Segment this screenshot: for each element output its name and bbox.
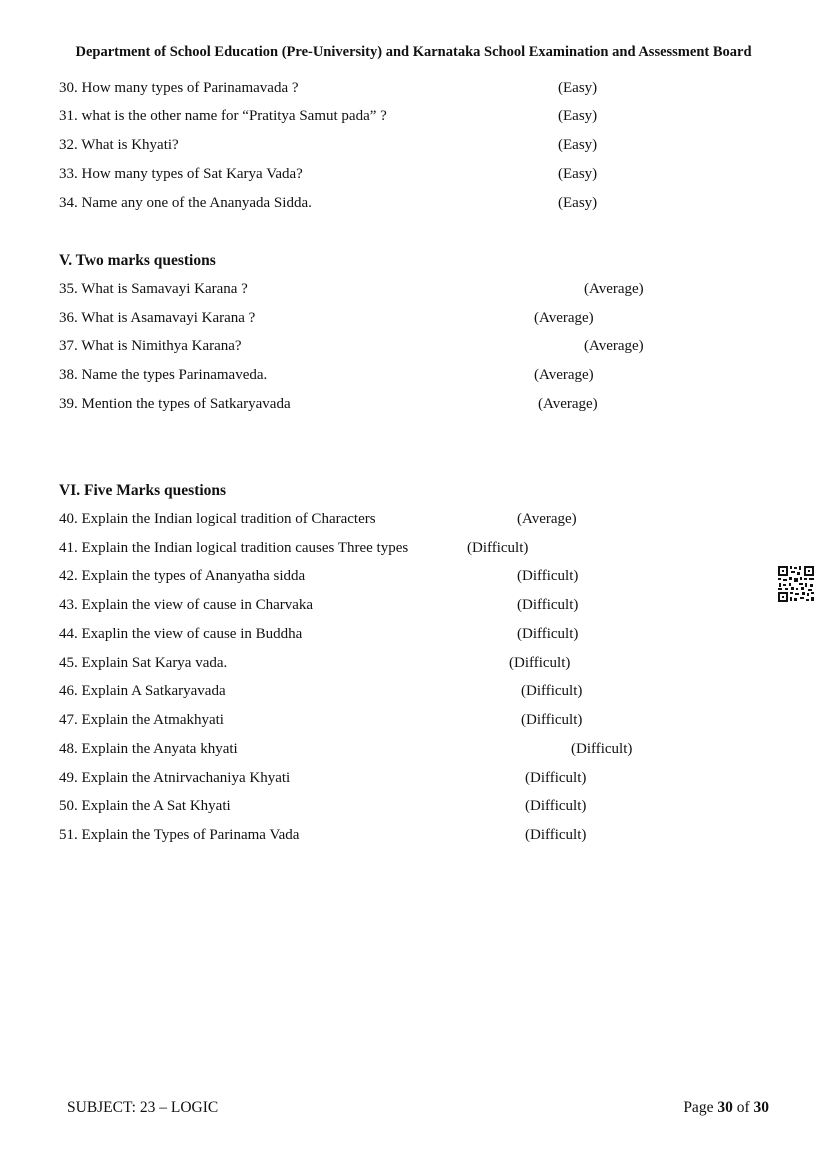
question-text: 49. Explain the Atnirvachaniya Khyati [59, 770, 291, 786]
difficulty-label: (Average) [584, 281, 644, 297]
question-text: 33. How many types of Sat Karya Vada? [59, 166, 303, 182]
difficulty-label: (Difficult) [525, 827, 587, 843]
difficulty-label: (Easy) [558, 195, 598, 211]
difficulty-label: (Difficult) [525, 798, 587, 814]
difficulty-label: (Average) [534, 310, 594, 326]
difficulty-label: (Easy) [558, 166, 598, 182]
page-number [683, 1099, 769, 1117]
question-text: 50. Explain the A Sat Khyati [59, 798, 231, 814]
difficulty-label: (Difficult) [525, 770, 587, 786]
question-text: 37. What is Nimithya Karana? [59, 338, 242, 354]
difficulty-label: (Average) [517, 511, 577, 527]
difficulty-label: (Difficult) [571, 741, 633, 757]
question-text: 36. What is Asamavayi Karana ? [59, 310, 256, 326]
difficulty-label: (Average) [584, 338, 644, 354]
question-text: 35. What is Samavayi Karana ? [59, 281, 248, 297]
page-header: Department of School Education (Pre-University) and Karnataka School Examination and Assessment Board [75, 44, 752, 60]
page-word: Page [683, 1099, 714, 1116]
page-total: 30 [753, 1099, 769, 1116]
difficulty-label: (Easy) [558, 108, 598, 124]
qr-code-icon [777, 565, 815, 603]
question-text: 43. Explain the view of cause in Charvaka [59, 597, 314, 613]
question-text: 41. Explain the Indian logical tradition causes Three types [59, 540, 409, 556]
section-heading: VI. Five Marks questions [59, 482, 227, 499]
question-text: 48. Explain the Anyata khyati [59, 741, 238, 757]
page-current: 30 [717, 1099, 733, 1116]
footer-subject: SUBJECT: 23 – LOGIC [67, 1099, 219, 1116]
question-text: 42. Explain the types of Ananyatha sidda [59, 568, 306, 584]
difficulty-label: (Difficult) [517, 568, 579, 584]
difficulty-label: (Difficult) [517, 597, 579, 613]
difficulty-label: (Easy) [558, 80, 598, 96]
question-text: 47. Explain the Atmakhyati [59, 712, 224, 728]
difficulty-label: (Difficult) [509, 655, 571, 671]
question-text: 32. What is Khyati? [59, 137, 179, 153]
question-text: 40. Explain the Indian logical tradition of Characters [59, 511, 376, 527]
difficulty-label: (Difficult) [517, 626, 579, 642]
question-text: 51. Explain the Types of Parinama Vada [59, 827, 300, 843]
difficulty-label: (Easy) [558, 137, 598, 153]
question-text: 31. what is the other name for “Pratitya Samut pada” ? [59, 108, 387, 124]
question-text: 46. Explain A Satkaryavada [59, 683, 226, 699]
section-heading: V. Two marks questions [59, 252, 216, 269]
difficulty-label: (Difficult) [521, 712, 583, 728]
difficulty-label: (Average) [534, 367, 594, 383]
question-text: 44. Exaplin the view of cause in Buddha [59, 626, 303, 642]
difficulty-label: (Difficult) [467, 540, 529, 556]
difficulty-label: (Average) [538, 396, 598, 412]
of-word: of [736, 1099, 750, 1116]
question-text: 30. How many types of Parinamavada ? [59, 80, 299, 96]
difficulty-label: (Difficult) [521, 683, 583, 699]
question-text: 34. Name any one of the Ananyada Sidda. [59, 195, 312, 211]
question-text: 38. Name the types Parinamaveda. [59, 367, 268, 383]
question-text: 45. Explain Sat Karya vada. [59, 655, 228, 671]
question-text: 39. Mention the types of Satkaryavada [59, 396, 291, 412]
